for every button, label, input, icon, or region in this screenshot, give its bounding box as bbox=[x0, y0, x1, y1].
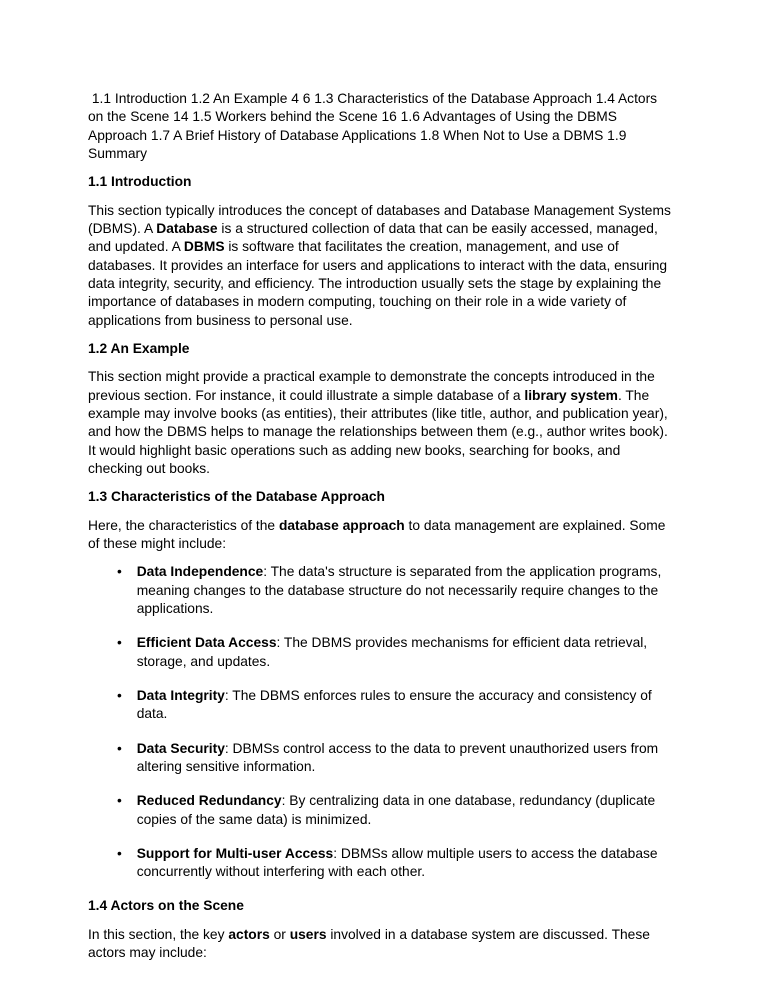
list-item-data-independence: • Data Independence: The data's structure is separated from the application programs, meaning changes to the database structure do not necessarily require changes to the applications. bbox=[88, 563, 676, 618]
toc-paragraph: 1.1 Introduction 1.2 An Example 4 6 1.3 Characteristics of the Database Approach 1.4 Actors on the Scene 14 1.5 Workers behind the Scene 16 1.6 Advantages of Using the DBMS Approach 1.7 A Brief History of Database Applications 1.8 When Not to Use a DBMS 1.9 Summary bbox=[88, 91, 661, 161]
heading-an-example: 1.2 An Example bbox=[88, 340, 190, 356]
list-item-data-integrity: • Data Integrity: The DBMS enforces rules to ensure the accuracy and consistency of data. bbox=[88, 687, 676, 724]
heading-characteristics: 1.3 Characteristics of the Database Approach bbox=[88, 489, 385, 505]
paragraph-an-example: This section might provide a practical example to demonstrate the concepts introduced in the previous section. For instance, it could illustrate a simple database of a library system. The example may involve books (as entities), their attributes (like title, author, and publication year), and how the DBMS helps to manage the relationships between them (e.g., author writes book). It would highlight basic operations such as adding new books, searching for books, and checking out books. bbox=[88, 369, 668, 476]
paragraph-introduction: This section typically introduces the concept of databases and Database Management Systems (DBMS). A Database is a structured collection of data that can be easily accessed, managed, and updated. A DBMS is software that facilitates the creation, management, and use of databases. It provides an interface for users and applications to interact with the data, ensuring data integrity, security, and efficiency. The introduction usually sets the stage by explaining the importance of databases in modern computing, touching on their role in a wide variety of applications from business to personal use. bbox=[88, 202, 671, 328]
paragraph-characteristics-intro: Here, the characteristics of the database approach to data management are explained. Some of these might include: bbox=[88, 517, 666, 551]
list-item-reduced-redundancy: • Reduced Redundancy: By centralizing data in one database, redundancy (duplicate copies of the same data) is minimized. bbox=[88, 792, 676, 829]
list-item-multi-user-access: • Support for Multi-user Access: DBMSs allow multiple users to access the database concurrently without interfering with each other. bbox=[88, 845, 676, 882]
heading-introduction: 1.1 Introduction bbox=[88, 174, 192, 190]
list-item-data-security: • Data Security: DBMSs control access to the data to prevent unauthorized users from altering sensitive information. bbox=[88, 740, 676, 777]
heading-actors-on-the-scene: 1.4 Actors on the Scene bbox=[88, 898, 244, 914]
list-item-efficient-data-access: • Efficient Data Access: The DBMS provides mechanisms for efficient data retrieval, storage, and updates. bbox=[88, 634, 676, 671]
paragraph-actors: In this section, the key actors or users involved in a database system are discussed. These actors may include: bbox=[88, 926, 650, 961]
characteristics-list bbox=[88, 563, 676, 881]
document-content bbox=[88, 90, 676, 962]
